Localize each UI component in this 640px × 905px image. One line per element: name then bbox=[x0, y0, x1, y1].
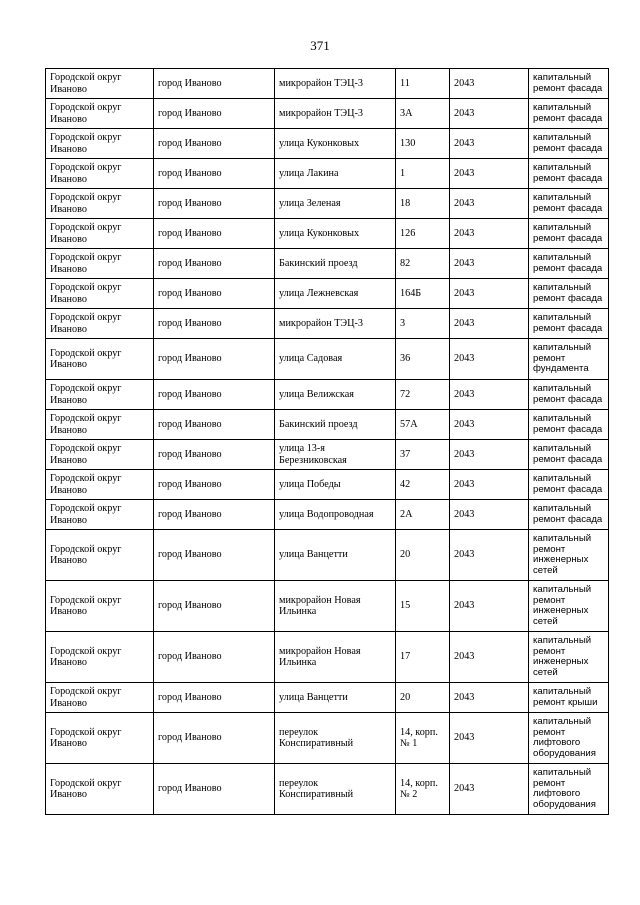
city-cell: город Иваново bbox=[154, 410, 275, 440]
municipal-district-cell: Городской округ Иваново bbox=[46, 530, 154, 581]
city-cell: город Иваново bbox=[154, 713, 275, 764]
municipal-district-cell: Городской округ Иваново bbox=[46, 440, 154, 470]
table-row bbox=[46, 189, 609, 219]
work-type-cell: капитальный ремонт фасада bbox=[529, 279, 609, 309]
table-row bbox=[46, 129, 609, 159]
year-cell: 2043 bbox=[450, 470, 529, 500]
year-cell: 2043 bbox=[450, 69, 529, 99]
table-row bbox=[46, 500, 609, 530]
house-number-cell: 1 bbox=[396, 159, 450, 189]
house-number-cell: 57А bbox=[396, 410, 450, 440]
house-number-cell: 14, корп. № 2 bbox=[396, 764, 450, 815]
year-cell: 2043 bbox=[450, 159, 529, 189]
table-row bbox=[46, 279, 609, 309]
work-type-cell: капитальный ремонт фасада bbox=[529, 500, 609, 530]
work-type-cell: капитальный ремонт фасада bbox=[529, 159, 609, 189]
street-cell: улица Ванцетти bbox=[275, 683, 396, 713]
table-row bbox=[46, 683, 609, 713]
work-type-cell: капитальный ремонт лифтового оборудования bbox=[529, 764, 609, 815]
street-cell: Бакинский проезд bbox=[275, 410, 396, 440]
year-cell: 2043 bbox=[450, 129, 529, 159]
work-type-cell: капитальный ремонт фасада bbox=[529, 380, 609, 410]
street-cell: улица Зеленая bbox=[275, 189, 396, 219]
house-number-cell: 3А bbox=[396, 99, 450, 129]
house-number-cell: 126 bbox=[396, 219, 450, 249]
municipal-district-cell: Городской округ Иваново bbox=[46, 129, 154, 159]
table-row bbox=[46, 69, 609, 99]
work-type-cell: капитальный ремонт фасада bbox=[529, 440, 609, 470]
municipal-district-cell: Городской округ Иваново bbox=[46, 309, 154, 339]
house-number-cell: 3 bbox=[396, 309, 450, 339]
street-cell: улица Куконковых bbox=[275, 129, 396, 159]
table-row bbox=[46, 470, 609, 500]
street-cell: улица Водопроводная bbox=[275, 500, 396, 530]
year-cell: 2043 bbox=[450, 189, 529, 219]
house-number-cell: 36 bbox=[396, 339, 450, 380]
municipal-district-cell: Городской округ Иваново bbox=[46, 764, 154, 815]
work-type-cell: капитальный ремонт фасада bbox=[529, 249, 609, 279]
year-cell: 2043 bbox=[450, 683, 529, 713]
year-cell: 2043 bbox=[450, 440, 529, 470]
house-number-cell: 20 bbox=[396, 530, 450, 581]
house-number-cell: 20 bbox=[396, 683, 450, 713]
table-row bbox=[46, 99, 609, 129]
table-row bbox=[46, 380, 609, 410]
table-row bbox=[46, 309, 609, 339]
municipal-district-cell: Городской округ Иваново bbox=[46, 159, 154, 189]
city-cell: город Иваново bbox=[154, 69, 275, 99]
municipal-district-cell: Городской округ Иваново bbox=[46, 683, 154, 713]
city-cell: город Иваново bbox=[154, 279, 275, 309]
city-cell: город Иваново bbox=[154, 189, 275, 219]
street-cell: Бакинский проезд bbox=[275, 249, 396, 279]
street-cell: улица Садовая bbox=[275, 339, 396, 380]
year-cell: 2043 bbox=[450, 410, 529, 440]
municipal-district-cell: Городской округ Иваново bbox=[46, 249, 154, 279]
year-cell: 2043 bbox=[450, 279, 529, 309]
city-cell: город Иваново bbox=[154, 309, 275, 339]
house-number-cell: 11 bbox=[396, 69, 450, 99]
house-number-cell: 130 bbox=[396, 129, 450, 159]
city-cell: город Иваново bbox=[154, 219, 275, 249]
year-cell: 2043 bbox=[450, 581, 529, 632]
city-cell: город Иваново bbox=[154, 249, 275, 279]
city-cell: город Иваново bbox=[154, 440, 275, 470]
street-cell: микрорайон ТЭЦ-3 bbox=[275, 309, 396, 339]
city-cell: город Иваново bbox=[154, 632, 275, 683]
work-type-cell: капитальный ремонт фундамента bbox=[529, 339, 609, 380]
year-cell: 2043 bbox=[450, 339, 529, 380]
house-number-cell: 18 bbox=[396, 189, 450, 219]
table-row bbox=[46, 581, 609, 632]
table-row bbox=[46, 410, 609, 440]
year-cell: 2043 bbox=[450, 380, 529, 410]
city-cell: город Иваново bbox=[154, 470, 275, 500]
municipal-district-cell: Городской округ Иваново bbox=[46, 581, 154, 632]
municipal-district-cell: Городской округ Иваново bbox=[46, 713, 154, 764]
work-type-cell: капитальный ремонт фасада bbox=[529, 69, 609, 99]
street-cell: микрорайон Новая Ильинка bbox=[275, 581, 396, 632]
street-cell: переулок Конспиративный bbox=[275, 764, 396, 815]
city-cell: город Иваново bbox=[154, 99, 275, 129]
city-cell: город Иваново bbox=[154, 530, 275, 581]
street-cell: улица 13-я Березниковская bbox=[275, 440, 396, 470]
street-cell: улица Лежневская bbox=[275, 279, 396, 309]
city-cell: город Иваново bbox=[154, 339, 275, 380]
table-row bbox=[46, 440, 609, 470]
house-number-cell: 2А bbox=[396, 500, 450, 530]
city-cell: город Иваново bbox=[154, 581, 275, 632]
municipal-district-cell: Городской округ Иваново bbox=[46, 632, 154, 683]
year-cell: 2043 bbox=[450, 500, 529, 530]
city-cell: город Иваново bbox=[154, 500, 275, 530]
street-cell: улица Велижская bbox=[275, 380, 396, 410]
year-cell: 2043 bbox=[450, 713, 529, 764]
city-cell: город Иваново bbox=[154, 683, 275, 713]
work-type-cell: капитальный ремонт фасада bbox=[529, 99, 609, 129]
repair-schedule-table bbox=[45, 68, 609, 815]
work-type-cell: капитальный ремонт крыши bbox=[529, 683, 609, 713]
house-number-cell: 42 bbox=[396, 470, 450, 500]
table-row bbox=[46, 632, 609, 683]
table-row bbox=[46, 249, 609, 279]
year-cell: 2043 bbox=[450, 219, 529, 249]
street-cell: улица Ванцетти bbox=[275, 530, 396, 581]
municipal-district-cell: Городской округ Иваново bbox=[46, 219, 154, 249]
house-number-cell: 17 bbox=[396, 632, 450, 683]
street-cell: переулок Конспиративный bbox=[275, 713, 396, 764]
city-cell: город Иваново bbox=[154, 764, 275, 815]
work-type-cell: капитальный ремонт фасада bbox=[529, 309, 609, 339]
table-row bbox=[46, 159, 609, 189]
year-cell: 2043 bbox=[450, 99, 529, 129]
table-body bbox=[46, 69, 609, 815]
municipal-district-cell: Городской округ Иваново bbox=[46, 500, 154, 530]
table-row bbox=[46, 219, 609, 249]
street-cell: микрорайон ТЭЦ-3 bbox=[275, 69, 396, 99]
municipal-district-cell: Городской округ Иваново bbox=[46, 279, 154, 309]
street-cell: улица Куконковых bbox=[275, 219, 396, 249]
city-cell: город Иваново bbox=[154, 129, 275, 159]
work-type-cell: капитальный ремонт фасада bbox=[529, 470, 609, 500]
house-number-cell: 37 bbox=[396, 440, 450, 470]
municipal-district-cell: Городской округ Иваново bbox=[46, 470, 154, 500]
work-type-cell: капитальный ремонт фасада bbox=[529, 189, 609, 219]
city-cell: город Иваново bbox=[154, 159, 275, 189]
page-number: 371 bbox=[310, 38, 330, 53]
municipal-district-cell: Городской округ Иваново bbox=[46, 189, 154, 219]
house-number-cell: 82 bbox=[396, 249, 450, 279]
municipal-district-cell: Городской округ Иваново bbox=[46, 410, 154, 440]
year-cell: 2043 bbox=[450, 764, 529, 815]
year-cell: 2043 bbox=[450, 249, 529, 279]
table-row bbox=[46, 530, 609, 581]
street-cell: микрорайон ТЭЦ-3 bbox=[275, 99, 396, 129]
work-type-cell: капитальный ремонт инженерных сетей bbox=[529, 632, 609, 683]
municipal-district-cell: Городской округ Иваново bbox=[46, 339, 154, 380]
work-type-cell: капитальный ремонт фасада bbox=[529, 219, 609, 249]
house-number-cell: 14, корп. № 1 bbox=[396, 713, 450, 764]
table-row bbox=[46, 339, 609, 380]
year-cell: 2043 bbox=[450, 309, 529, 339]
work-type-cell: капитальный ремонт фасада bbox=[529, 410, 609, 440]
street-cell: микрорайон Новая Ильинка bbox=[275, 632, 396, 683]
house-number-cell: 72 bbox=[396, 380, 450, 410]
table-row bbox=[46, 764, 609, 815]
work-type-cell: капитальный ремонт фасада bbox=[529, 129, 609, 159]
house-number-cell: 15 bbox=[396, 581, 450, 632]
street-cell: улица Победы bbox=[275, 470, 396, 500]
municipal-district-cell: Городской округ Иваново bbox=[46, 69, 154, 99]
street-cell: улица Лакина bbox=[275, 159, 396, 189]
table-row bbox=[46, 713, 609, 764]
house-number-cell: 164Б bbox=[396, 279, 450, 309]
city-cell: город Иваново bbox=[154, 380, 275, 410]
year-cell: 2043 bbox=[450, 530, 529, 581]
work-type-cell: капитальный ремонт инженерных сетей bbox=[529, 581, 609, 632]
municipal-district-cell: Городской округ Иваново bbox=[46, 99, 154, 129]
municipal-district-cell: Городской округ Иваново bbox=[46, 380, 154, 410]
work-type-cell: капитальный ремонт лифтового оборудования bbox=[529, 713, 609, 764]
work-type-cell: капитальный ремонт инженерных сетей bbox=[529, 530, 609, 581]
year-cell: 2043 bbox=[450, 632, 529, 683]
